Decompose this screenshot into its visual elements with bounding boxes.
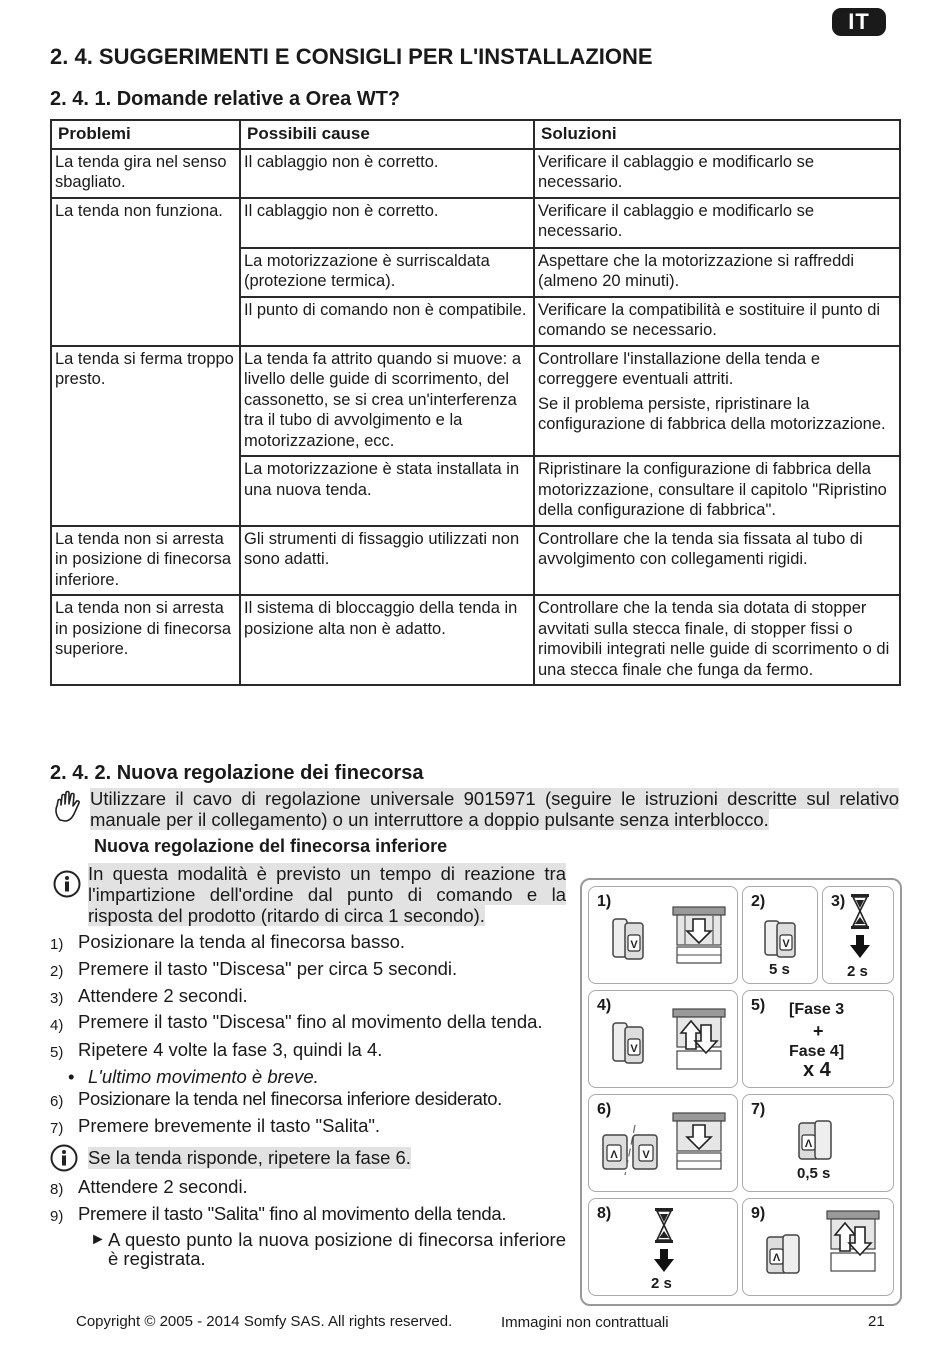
cause-cell: La tenda fa attrito quando si muove: a livello delle guide di scorrimento, del cassonetto, se si crea un'interferenza tra il tubo di avvolgimento e la motorizzazione, ecc. (240, 346, 534, 457)
bullet-text: L'ultimo movimento è breve. (88, 1066, 319, 1087)
solution-cell: Aspettare che la motorizzazione si raffreddi (almeno 20 minuti). (534, 248, 900, 297)
figure-label: 9) (751, 1205, 766, 1222)
remote-both-keys-icon (601, 1123, 661, 1177)
section2-title: 2. 4. 2. Nuova regolazione dei finecorsa (50, 762, 424, 784)
step-number: 3) (50, 990, 64, 1007)
figure-cell-6 (588, 1094, 738, 1192)
solution-cell: Verificare il cablaggio e modificarlo se necessario. (534, 198, 900, 248)
cause-cell: Il cablaggio non è corretto. (240, 198, 534, 248)
problem-cell (51, 248, 240, 297)
svg-text:V: V (630, 1043, 638, 1055)
svg-text:Λ: Λ (772, 1252, 781, 1264)
solution-text: Se il problema persiste, ripristinare la configurazione di fabbrica della motorizzazione. (538, 394, 886, 433)
step-text: Attendere 2 secondi. (78, 985, 248, 1006)
step-list (50, 931, 566, 1268)
remote-down-key-icon (763, 919, 797, 959)
cause-cell: La motorizzazione è stata installata in una nuova tenda. (240, 456, 534, 526)
step-number: 2) (50, 963, 64, 980)
figure-label: 5) (751, 997, 766, 1014)
section-title: 2. 4. SUGGERIMENTI E CONSIGLI PER L'INSTALLAZIONE (50, 44, 653, 69)
step-text: Ripetere 4 volte la fase 3, quindi la 4. (78, 1039, 383, 1060)
step-item (50, 1012, 566, 1037)
footer-copyright: Copyright © 2005 - 2014 Somfy SAS. All rights reserved. (76, 1313, 453, 1330)
step-number: 9) (50, 1208, 64, 1225)
lower-limit-heading: Nuova regolazione del finecorsa inferiore (94, 836, 448, 856)
reaction-note (88, 863, 566, 926)
cable-note-text: Utilizzare il cavo di regolazione universale 9015971 (seguire le istruzioni descritte sul relativo manuale per il collegamento) o un interruttore a doppio pulsante senza interblocco. (90, 788, 899, 830)
figure-cell-5 (742, 990, 894, 1088)
step-item (50, 958, 566, 983)
problem-cell (51, 456, 240, 526)
step-text: Posizionare la tenda al finecorsa basso. (78, 931, 406, 952)
table-row (51, 346, 900, 457)
step-text: Posizionare la tenda nel finecorsa inferiore desiderato. (78, 1088, 502, 1109)
page-number: 21 (868, 1313, 885, 1330)
table-row (51, 297, 900, 346)
repeat-count: x 4 (803, 1059, 831, 1081)
problem-cell: La tenda si ferma troppo presto. (51, 346, 240, 457)
hourglass-down-icon (653, 1207, 675, 1275)
bullet-mark: • (68, 1066, 75, 1087)
footer-disclaimer: Immagini non contrattuali (501, 1314, 669, 1331)
solution-cell: Ripristinare la configurazione di fabbrica della motorizzazione, consultare il capitolo "Ripristino della configurazione di fabbrica". (534, 456, 900, 526)
awning-down-icon (671, 1111, 727, 1173)
step-text: Attendere 2 secondi. (78, 1176, 248, 1197)
remote-down-key-icon (611, 917, 645, 961)
figure-label: 7) (751, 1101, 766, 1118)
info-icon (53, 870, 81, 898)
step-item (50, 1088, 566, 1113)
cause-cell: Il cablaggio non è corretto. (240, 149, 534, 198)
remote-up-key-icon (763, 1233, 803, 1277)
repeat-label: Fase 4] (789, 1043, 845, 1060)
step-number: 7) (50, 1120, 64, 1137)
step-item (50, 1039, 566, 1064)
problem-cell: La tenda gira nel senso sbagliato. (51, 149, 240, 198)
table-header: Soluzioni (534, 120, 900, 149)
table-row (51, 526, 900, 596)
figure-cell-8 (588, 1198, 738, 1296)
repeat-label: + (813, 1021, 824, 1041)
figure-cell-2 (742, 886, 818, 984)
solution-cell: Verificare il cablaggio e modificarlo se necessario. (534, 149, 900, 198)
table-row (51, 198, 900, 248)
table-row (51, 595, 900, 685)
duration-label: 0,5 s (797, 1165, 831, 1182)
step-info-note (50, 1144, 566, 1172)
table-header-row (51, 120, 900, 149)
subsection-title: 2. 4. 1. Domande relative a Orea WT? (50, 88, 401, 110)
awning-up-down-icon (671, 1007, 727, 1073)
figure-cell-1 (588, 886, 738, 984)
awning-down-icon (671, 905, 727, 967)
figure-label: 1) (597, 893, 612, 910)
figure-cell-9 (742, 1198, 894, 1296)
solution-cell: Verificare la compatibilità e sostituire il punto di comando se necessario. (534, 297, 900, 346)
awning-up-down-icon (825, 1209, 881, 1275)
step-item (50, 931, 566, 956)
step-number: 5) (50, 1044, 64, 1061)
figure-label: 4) (597, 997, 612, 1014)
procedure-figure (580, 878, 902, 1306)
step-text: Premere il tasto "Discesa" per circa 5 secondi. (78, 958, 458, 979)
duration-label: 5 s (769, 961, 790, 978)
result-text: A questo punto la nuova posizione di finecorsa inferiore è registrata. (108, 1229, 566, 1269)
problem-cell: La tenda non si arresta in posizione di finecorsa superiore. (51, 595, 240, 685)
step-number: 1) (50, 936, 64, 953)
cause-cell: La motorizzazione è surriscaldata (protezione termica). (240, 248, 534, 297)
remote-down-key-icon (611, 1021, 645, 1065)
figure-label: 6) (597, 1101, 612, 1118)
svg-text:V: V (782, 938, 790, 950)
step-item (50, 985, 566, 1010)
solution-text: Controllare l'installazione della tenda e correggere eventuali attriti. (538, 349, 820, 388)
table-row (51, 456, 900, 526)
language-badge: IT (832, 8, 886, 36)
figure-cell-7 (742, 1094, 894, 1192)
step-number: 6) (50, 1093, 64, 1110)
table-header: Problemi (51, 120, 240, 149)
duration-label: 2 s (651, 1275, 672, 1292)
step-text: Premere il tasto "Salita" fino al movimento della tenda. (78, 1203, 507, 1224)
step-item (50, 1176, 566, 1201)
step-text: Premere brevemente il tasto "Salita". (78, 1115, 381, 1136)
table-row (51, 248, 900, 297)
problem-cell: La tenda non si arresta in posizione di finecorsa inferiore. (51, 526, 240, 596)
bullet-item (50, 1066, 566, 1088)
figure-label: 8) (597, 1205, 612, 1222)
result-mark: ► (90, 1231, 106, 1248)
remote-up-key-icon (795, 1119, 835, 1163)
cause-cell: Gli strumenti di fissaggio utilizzati non sono adatti. (240, 526, 534, 596)
table-row (51, 149, 900, 198)
figure-label: 2) (751, 893, 766, 910)
step-item (50, 1203, 566, 1228)
hand-icon (52, 790, 82, 824)
cable-note (90, 788, 899, 830)
reaction-note-text: In questa modalità è previsto un tempo di reazione tra l'impartizione dell'ordine dal punto di comando e la risposta del prodotto (ritardo di circa 1 secondo). (88, 863, 566, 926)
figure-label: 3) (831, 893, 846, 910)
step-item (50, 1115, 566, 1140)
troubleshooting-table (50, 119, 901, 686)
table-header: Possibili cause (240, 120, 534, 149)
solution-cell: Controllare che la tenda sia fissata al tubo di avvolgimento con collegamenti rigidi. (534, 526, 900, 596)
repeat-note-text: Se la tenda risponde, ripetere la fase 6. (88, 1147, 411, 1168)
info-icon (50, 1144, 78, 1172)
hourglass-down-icon (849, 893, 871, 961)
figure-cell-3 (822, 886, 894, 984)
repeat-label: [Fase 3 (789, 1001, 845, 1018)
cause-cell: Il punto di comando non è compatibile. (240, 297, 534, 346)
step-text: Premere il tasto "Discesa" fino al movimento della tenda. (78, 1011, 543, 1032)
result-item (50, 1230, 566, 1268)
solution-cell (534, 346, 900, 457)
step-number: 4) (50, 1017, 64, 1034)
svg-text:Λ: Λ (804, 1138, 813, 1150)
solution-cell: Controllare che la tenda sia dotata di stopper avvitati sulla stecca finale, di stopper fissi o rimovibili integrati nelle guide di scorrimento o di una stecca finale che funga da fermo. (534, 595, 900, 685)
problem-cell (51, 297, 240, 346)
step-number: 8) (50, 1181, 64, 1198)
svg-text:V: V (642, 1149, 650, 1161)
duration-label: 2 s (847, 963, 868, 980)
figure-cell-4 (588, 990, 738, 1088)
svg-text:Λ: Λ (610, 1149, 618, 1161)
cause-cell: Il sistema di bloccaggio della tenda in posizione alta non è adatto. (240, 595, 534, 685)
svg-text:V: V (630, 939, 638, 951)
problem-cell: La tenda non funziona. (51, 198, 240, 248)
